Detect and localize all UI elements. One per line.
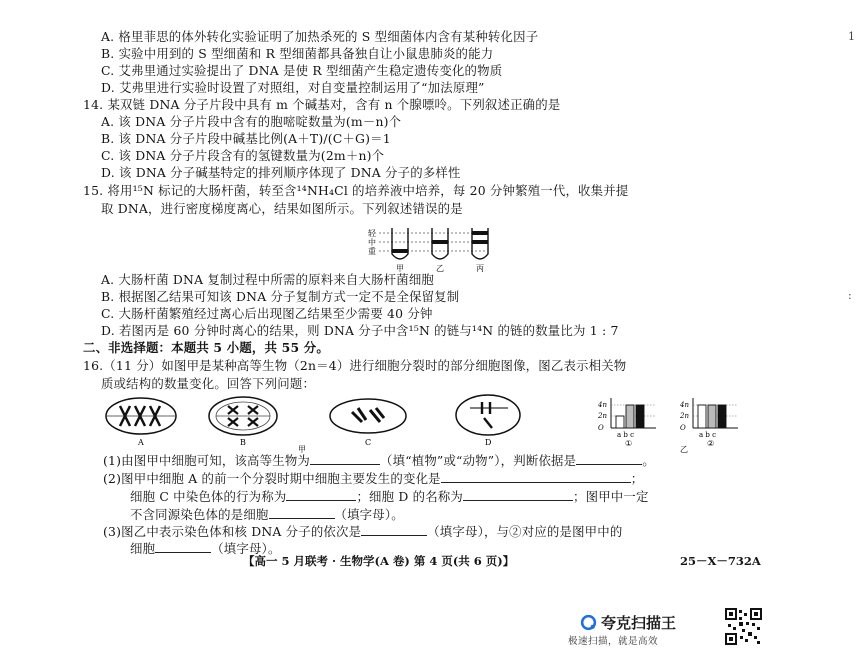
answer-blank-cell-d-name[interactable] xyxy=(463,488,573,501)
cell-d xyxy=(456,395,520,447)
cell-c xyxy=(330,399,406,447)
chart1-y-4n: 4n xyxy=(598,401,607,409)
q16-part1-text-c: 。 xyxy=(642,453,655,468)
chart1-origin: O xyxy=(598,424,604,432)
q15-option-c: C. 大肠杆菌繁殖经过离心后出现图乙结果至少需要 40 分钟 xyxy=(101,306,433,321)
answer-blank-reason[interactable] xyxy=(576,452,642,465)
q14-stem: 14. 某双链 DNA 分子片段中具有 m 个碱基对，含有 n 个腺嘌呤。下列叙述正确的是 xyxy=(83,97,561,112)
answer-blank-chromosome-behavior[interactable] xyxy=(286,488,356,501)
q16-part3-text-b: （填字母），与②对应的是图甲中的 xyxy=(427,524,623,539)
q16-part2-text-e: ；图甲中一定 xyxy=(573,489,649,504)
chart1-y-2n: 2n xyxy=(598,412,607,420)
qr-code-icon xyxy=(725,608,762,645)
q16-part1-text-a: (1)由图甲中细胞可知，该高等生物为 xyxy=(103,453,311,468)
q15-stem-line2: 取 DNA，进行密度梯度离心，结果如图所示。下列叙述错误的是 xyxy=(101,201,463,216)
chart1-bar-c xyxy=(636,405,644,428)
cell-label-b: B xyxy=(240,438,246,447)
chart2-bar-a xyxy=(698,405,706,428)
tube-bing-light-band xyxy=(472,231,488,235)
bar-chart-2 xyxy=(679,398,738,448)
chart2-origin: O xyxy=(680,424,686,432)
page-footer: 【高一 5 月联考 · 生物学(A 卷) 第 4 页(共 6 页)】 xyxy=(243,554,515,568)
cell-b xyxy=(209,397,277,447)
q14-option-b: B. 该 DNA 分子片段中碱基比例(A＋T)/(C＋G)＝1 xyxy=(101,131,391,146)
q16-part3-line1 xyxy=(103,523,622,540)
q13-option-c: C. 艾弗里通过实验提出了 DNA 是使 R 型细菌产生稳定遗传变化的物质 xyxy=(101,63,503,78)
tube-bing-mid-band xyxy=(472,240,488,244)
chart2-bar-b xyxy=(708,405,716,428)
margin-mark-top: 1 xyxy=(848,30,855,43)
chart1-bar-b xyxy=(626,405,634,428)
figure-label-yi: 乙 xyxy=(680,445,688,454)
q16-part3-text-d: （填字母）。 xyxy=(211,541,281,556)
chart2-bar-c xyxy=(718,405,726,428)
band-label-heavy: 重 xyxy=(368,247,376,256)
q16-stem-line1: 16.（11 分）如图甲是某种高等生物（2n＝4）进行细胞分裂时的部分细胞图像，图乙表示相关物 xyxy=(83,358,627,373)
q16-part2-text-a: (2)图甲中细胞 A 的前一个分裂时期中细胞主要发生的变化是 xyxy=(103,471,441,486)
cell-a xyxy=(106,398,176,447)
tube-yi-mid-band xyxy=(432,240,448,244)
q16-part2-line3 xyxy=(130,506,404,523)
chart2-number: ② xyxy=(707,439,715,448)
q16-stem-line2: 质或结构的数量变化。回答下列问题： xyxy=(101,376,316,391)
answer-blank-prior-phase-change[interactable] xyxy=(441,470,631,483)
chart1-number: ① xyxy=(625,439,633,448)
answer-blank-organism[interactable] xyxy=(310,452,380,465)
chart1-bar-a xyxy=(616,416,624,428)
q13-option-a: A. 格里菲思的体外转化实验证明了加热杀死的 S 型细菌体内含有某种转化因子 xyxy=(101,29,539,44)
q16-part2-line1 xyxy=(103,470,643,487)
q14-option-c: C. 该 DNA 分子片段含有的氢键数量为(2m＋n)个 xyxy=(101,148,385,163)
q16-part1 xyxy=(103,452,655,469)
q16-part3-text-a: (3)图乙中表示染色体和核 DNA 分子的依次是 xyxy=(103,524,362,539)
q16-part2-line2 xyxy=(130,488,649,505)
chart2-y-2n: 2n xyxy=(680,412,689,420)
scanner-app-name: 夸克扫描王 xyxy=(601,614,677,632)
q15-option-d: D. 若图丙是 60 分钟时离心的结果，则 DNA 分子中含¹⁵N 的链与¹⁴N 的链的数量比为 1 : 7 xyxy=(101,323,619,338)
q16-part2-text-f: 不含同源染色体的是细胞 xyxy=(130,507,269,522)
exam-code: 25－X－732A xyxy=(680,554,761,568)
chart2-x-labels: a b c xyxy=(699,431,717,439)
answer-blank-chromosome-dna[interactable] xyxy=(361,523,427,536)
q15-stem-line1: 15. 将用¹⁵N 标记的大肠杆菌，转至含¹⁴NH₄Cl 的培养液中培养，每 20 分钟繁殖一代，收集并提 xyxy=(83,183,629,198)
centrifuge-tube-figure xyxy=(366,226,496,272)
q16-part2-text-d: ；细胞 D 的名称为 xyxy=(356,489,464,504)
q16-part2-text-b: ； xyxy=(630,471,644,486)
chart1-x-labels: a b c xyxy=(617,431,635,439)
tube-jia-heavy-band xyxy=(392,249,408,253)
scanner-slogan: 极速扫描，就是高效 xyxy=(568,636,659,647)
cell-label-d: D xyxy=(485,438,492,447)
q13-option-b: B. 实验中用到的 S 型细菌和 R 型细菌都具备独自让小鼠患肺炎的能力 xyxy=(101,46,494,61)
q14-option-a: A. 该 DNA 分子片段中含有的胞嘧啶数量为(m－n)个 xyxy=(101,114,402,129)
q14-option-d: D. 该 DNA 分子碱基特定的排列顺序体现了 DNA 分子的多样性 xyxy=(101,165,461,180)
answer-blank-matching-cell[interactable] xyxy=(155,540,211,553)
q16-part2-text-c: 细胞 C 中染色体的行为称为 xyxy=(130,489,287,504)
q16-part1-text-b: （填“植物”或“动物”），判断依据是 xyxy=(380,453,577,468)
figure-label-jia: 甲 xyxy=(298,445,306,454)
tube-label-jia: 甲 xyxy=(396,264,404,272)
bar-chart-1 xyxy=(597,398,656,448)
q13-option-d: D. 艾弗里进行实验时设置了对照组，对自变量控制运用了“加法原理” xyxy=(101,80,485,95)
cell-label-a: A xyxy=(138,438,144,447)
q16-figures xyxy=(90,394,770,454)
quark-logo-icon xyxy=(580,614,597,631)
section-heading-nonchoice: 二、非选择题：本题共 5 小题，共 55 分。 xyxy=(83,340,329,355)
margin-mark-mid: : xyxy=(848,289,852,302)
answer-blank-no-homologous[interactable] xyxy=(269,506,335,519)
q16-part3-text-c: 细胞 xyxy=(130,541,156,556)
q15-option-b: B. 根据图乙结果可知该 DNA 分子复制方式一定不是全保留复制 xyxy=(101,289,460,304)
chart2-y-4n: 4n xyxy=(680,401,689,409)
band-label-mid: 中 xyxy=(368,238,376,247)
q15-option-a: A. 大肠杆菌 DNA 复制过程中所需的原料来自大肠杆菌细胞 xyxy=(101,272,435,287)
tube-label-yi: 乙 xyxy=(436,264,444,272)
cell-label-c: C xyxy=(365,438,372,447)
tube-label-bing: 丙 xyxy=(476,264,484,272)
q16-part2-text-g: （填字母）。 xyxy=(334,507,404,522)
band-label-light: 轻 xyxy=(368,229,376,238)
